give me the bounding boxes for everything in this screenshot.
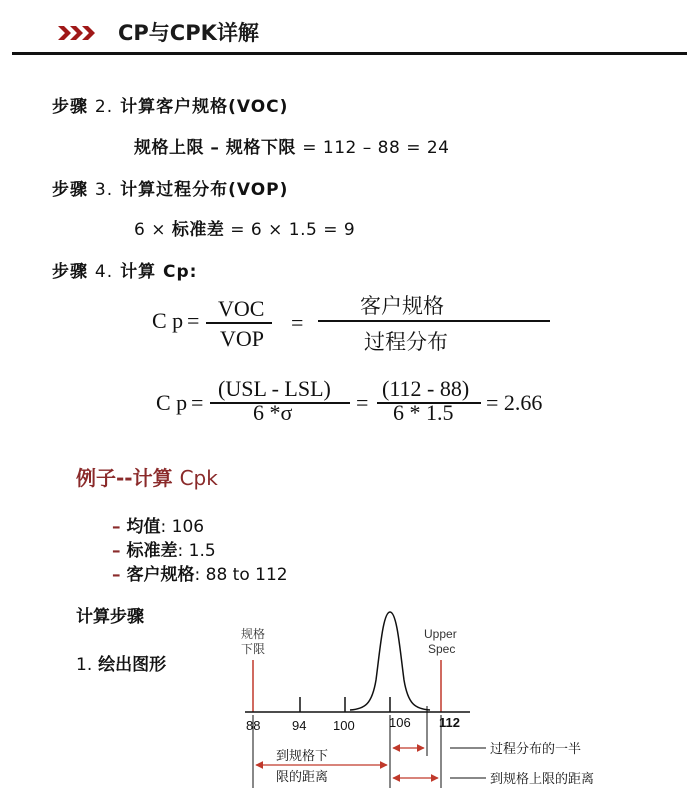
vop-calculation: 6 × 标准差 = 6 × 1.5 = 9 [134, 220, 356, 240]
denominator: 6 *σ [253, 400, 293, 425]
upper-spec-label-1: Upper [424, 627, 457, 641]
equals-sign: = [356, 390, 369, 415]
numerator: VOC [218, 296, 265, 321]
upper-spec-label-2: Spec [428, 642, 456, 656]
denominator: VOP [220, 326, 265, 351]
note-half-spread: 过程分布的一半 [490, 741, 582, 756]
equals-sign: = [291, 310, 304, 335]
example-title: 例子--计算 Cpk [76, 466, 218, 490]
tick-label-94: 94 [292, 718, 307, 733]
bullet-stddev: – 标准差: 1.5 [112, 541, 216, 561]
calc-steps-label: 计算步骤 [76, 607, 144, 627]
tick-label-112: 112 [439, 715, 460, 730]
tick-label-106: 106 [389, 715, 411, 730]
numerator: (112 - 88) [382, 376, 470, 401]
numerator-cn: 客户规格 [360, 294, 444, 318]
formula-lhs: C p [156, 390, 188, 415]
equals-sign: = [191, 390, 204, 415]
draw-step: 1. 绘出图形 [76, 655, 167, 675]
voc-calculation: 规格上限 – 规格下限 = 112 – 88 = 24 [134, 138, 450, 158]
note-to-lower-1: 到规格下 [276, 748, 329, 763]
bullet-mean: – 均值: 106 [112, 517, 205, 537]
denominator-cn: 过程分布 [364, 330, 448, 354]
step-3-heading: 步骤 3. 计算过程分布(VOP) [52, 180, 289, 200]
note-to-upper: 到规格上限的距离 [490, 771, 595, 786]
tick-label-88: 88 [246, 718, 261, 733]
numerator: (USL - LSL) [218, 376, 331, 401]
denominator: 6 * 1.5 [393, 400, 454, 425]
page-title: CP与CPK详解 [118, 21, 259, 45]
step-4-heading: 步骤 4. 计算 Cp: [52, 262, 198, 282]
tick-label-100: 100 [333, 718, 355, 733]
lower-spec-label-1: 规格 [241, 627, 266, 641]
note-to-lower-2: 限的距离 [276, 769, 329, 784]
lower-spec-label-2: 下限 [241, 642, 266, 656]
formula-lhs: C p [152, 308, 184, 333]
bell-curve [350, 612, 430, 710]
equals-sign: = [187, 308, 200, 333]
step-2-heading: 步骤 2. 计算客户规格(VOC) [52, 97, 289, 117]
bullet-spec: – 客户规格: 88 to 112 [112, 565, 288, 585]
cp-result: = 2.66 [486, 390, 543, 415]
